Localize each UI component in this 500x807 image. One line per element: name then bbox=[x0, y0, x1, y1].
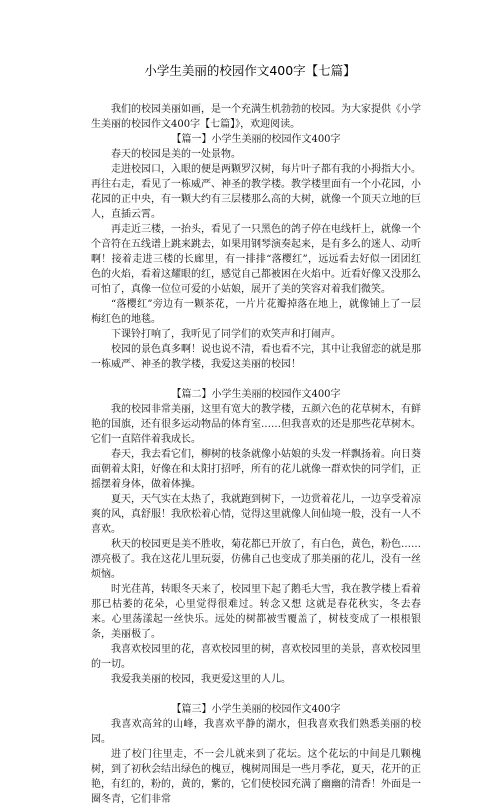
essay-paragraph: 我爱我美丽的校园，我更爱这里的人儿。 bbox=[111, 674, 291, 685]
essay-heading: 【篇二】小学生美丽的校园作文400字 bbox=[171, 389, 341, 400]
essay-paragraph: “落樱红”旁边有一颗茶花，一片片花瓣掉落在地上，就像铺上了一层梅红色的地毯。 bbox=[91, 299, 421, 325]
essay-paragraph: 春天，我去看它们，柳树的枝条就像小姑娘的头发一样飘扬着。向日葵面朝着太阳，好像在和太阳打招呼，所有的花儿就像一群欢快的同学们，正摇摆着身体，做着体操。 bbox=[91, 449, 421, 490]
essay-heading: 【篇三】小学生美丽的校园作文400字 bbox=[171, 704, 341, 715]
essay-paragraph: 进了校门往里走，不一会儿就来到了花坛。这个花坛的中间是几颗槐树，到了初秋会结出绿色的槐豆，槐树周围是一些月季花，夏天，花开的正艳，有红的，粉的，黄的，紫的，它们使校园充满了幽幽的清香！外面是一圈冬青，它们非常 bbox=[91, 749, 421, 805]
article-body bbox=[91, 102, 421, 807]
document-title: 小学生美丽的校园作文400字【七篇】 bbox=[144, 63, 356, 78]
spacer bbox=[91, 372, 421, 387]
essay-heading: 【篇一】小学生美丽的校园作文400字 bbox=[171, 134, 341, 145]
essay-paragraph: 下课铃打响了，我听见了同学们的欢笑声和打闹声。 bbox=[111, 329, 341, 340]
essay-paragraph: 再走近三楼，一抬头，看见了一只黑色的鸽子停在电线杆上，就像一个个音符在五线谱上跳来跳去，如果用钢琴演奏起来，是有多么的迷人、动听啊！接着走进三楼的长廊里，有一排排“落樱红”，远远看去好似一团团红色的火焰，看着这耀眼的红，感觉自己都被困在火焰中。近看好像又没那么可怕了，真像一位位可爱的小姑娘，展开了美的笑容对着我们微笑。 bbox=[91, 224, 421, 295]
essay-paragraph: 走进校园口，入眼的便是两颗罗汉树，每片叶子都有我的小拇指大小。再往右走，看见了一栋威严、神圣的教学楼。教学楼里面有一个小花园，小花园的正中央，有一颗大约有三层楼那么高的大树，就像一个顶天立地的巨人，直插云霄。 bbox=[91, 164, 421, 220]
intro-paragraph: 我们的校园美丽如画，是一个充满生机勃勃的校园。为大家提供《小学生美丽的校园作文400字【七篇】》，欢迎阅读。 bbox=[91, 104, 421, 130]
spacer bbox=[91, 687, 421, 702]
essay-paragraph: 夏天，天气实在太热了，我就跑到树下，一边赏着花儿，一边享受着凉爽的风，真舒服！我欣松着心情，觉得这里就像人间仙境一般，没有一人不喜欢。 bbox=[91, 494, 421, 535]
essay-paragraph: 时光荏苒，转眼冬天来了，校园里下起了鹅毛大雪，我在教学楼上看着那已枯萎的花朵，心里觉得很难过。转念又想 这就是春花秋实，冬去春来。心里荡漾起一丝快乐。远处的树都被雪覆盖了，树枝变成了一根根银条，美丽极了。 bbox=[91, 584, 421, 640]
essay-paragraph: 春天的校园是美的一处景物。 bbox=[111, 149, 241, 160]
essay-paragraph: 我喜欢高耸的山峰，我喜欢平静的湖水，但我喜欢我们熟悉美丽的校园。 bbox=[91, 719, 421, 745]
essay-paragraph: 我的校园非常美丽，这里有宽大的教学楼，五颜六色的花草树木，有鲜艳的国旗，还有很多运动物品的体育室……但我喜欢的还是那些花草树木。它们一直陪伴着我成长。 bbox=[91, 404, 421, 445]
essay-paragraph: 校园的景色真多啊！说也说不清，看也看不完，其中让我留恋的就是那一栋威严、神圣的教学楼，我爱这美丽的校园！ bbox=[91, 344, 421, 370]
essay-paragraph: 秋天的校园更是美不胜收，菊花都已开放了，有白色，黄色，粉色……漂亮极了。我在这花儿里玩耍，仿佛自己也变成了那美丽的花儿，没有一丝烦恼。 bbox=[91, 539, 421, 580]
essay-paragraph: 我喜欢校园里的花，喜欢校园里的树，喜欢校园里的美景，喜欢校园里的一切。 bbox=[91, 644, 421, 670]
